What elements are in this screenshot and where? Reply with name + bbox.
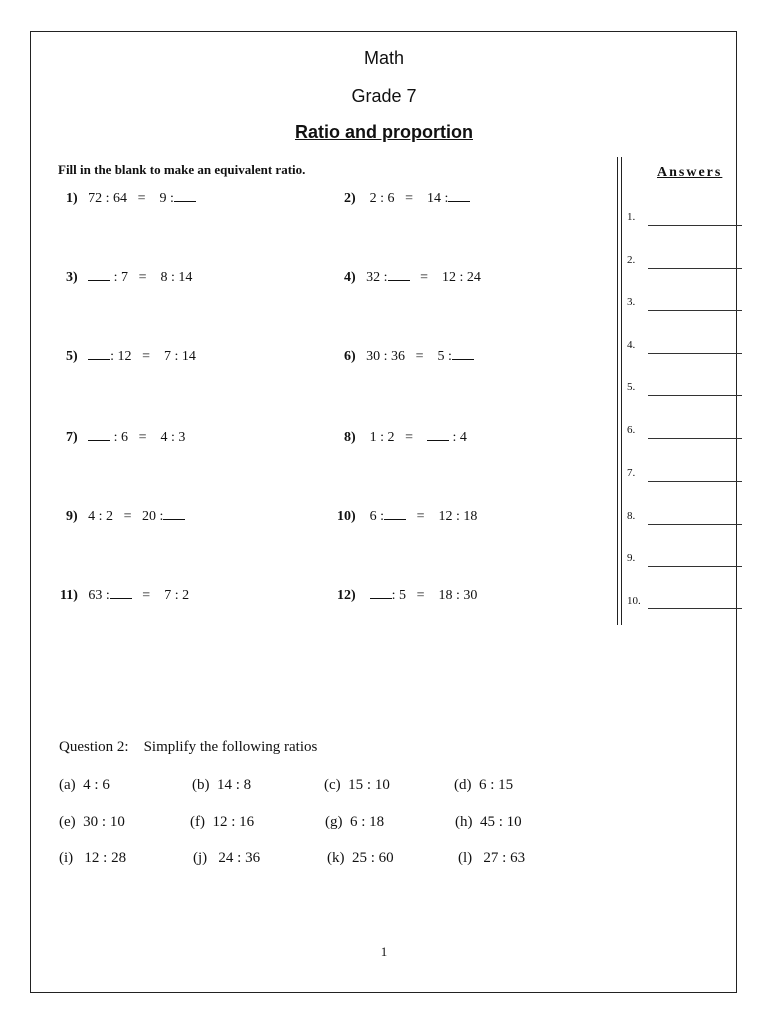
question-2-title: Question 2: Simplify the following ratios [59, 739, 318, 755]
answer-label: 9. [627, 552, 636, 564]
answer-line[interactable] [648, 438, 742, 439]
ratio-item: (d) 6 : 15 [454, 777, 514, 793]
answer-label: 10. [627, 595, 641, 607]
answer-line[interactable] [648, 353, 742, 354]
answers-divider-line [617, 157, 618, 625]
answer-line[interactable] [648, 268, 742, 269]
ratio-item: (i) 12 : 28 [59, 850, 127, 866]
problem-4: 4) 32 : = 12 : 24 [344, 270, 481, 285]
answer-label: 4. [627, 339, 636, 351]
problem-5: 5) : 12 = 7 : 14 [66, 349, 196, 364]
ratio-item: (h) 45 : 10 [455, 814, 522, 830]
ratio-item: (c) 15 : 10 [324, 777, 390, 793]
ratio-item: (b) 14 : 8 [192, 777, 252, 793]
problem-8: 8) 1 : 2 = : 4 [344, 430, 467, 445]
answer-label: 2. [627, 254, 636, 266]
answer-blank[interactable] [452, 347, 474, 360]
answer-line[interactable] [648, 395, 742, 396]
problem-6: 6) 30 : 36 = 5 : [344, 347, 474, 365]
answer-blank[interactable] [163, 507, 185, 520]
answer-line[interactable] [648, 225, 742, 226]
answer-label: 8. [627, 510, 636, 522]
ratio-item: (k) 25 : 60 [327, 850, 394, 866]
answer-line[interactable] [648, 608, 742, 609]
problem-1: 1) 72 : 64 = 9 : [66, 189, 196, 207]
problem-11: 11) 63 : = 7 : 2 [60, 588, 190, 603]
answer-blank[interactable] [88, 268, 110, 281]
page-number: 1 [380, 944, 388, 959]
answer-line[interactable] [648, 310, 742, 311]
problem-9: 9) 4 : 2 = 20 : [66, 507, 185, 525]
answer-blank[interactable] [388, 268, 410, 281]
answers-heading: Answers [657, 165, 723, 180]
problem-7: 7) : 6 = 4 : 3 [66, 430, 186, 445]
ratio-item: (a) 4 : 6 [59, 777, 110, 793]
topic-title: Ratio and proportion [295, 122, 473, 142]
answer-blank[interactable] [88, 428, 110, 441]
answers-divider-line [621, 157, 622, 625]
answer-label: 5. [627, 381, 636, 393]
ratio-item: (f) 12 : 16 [190, 814, 255, 830]
problem-2: 2) 2 : 6 = 14 : [344, 189, 470, 207]
answer-line[interactable] [648, 481, 742, 482]
answer-label: 1. [627, 211, 636, 223]
problem-10: 10) 6 : = 12 : 18 [337, 509, 478, 524]
answer-blank[interactable] [370, 586, 392, 599]
ratio-item: (g) 6 : 18 [325, 814, 385, 830]
answer-blank[interactable] [174, 189, 196, 202]
answer-blank[interactable] [448, 189, 470, 202]
ratio-item: (l) 27 : 63 [458, 850, 526, 866]
subject-title: Math [363, 48, 405, 68]
answer-blank[interactable] [427, 428, 449, 441]
answer-label: 3. [627, 296, 636, 308]
answer-label: 7. [627, 467, 636, 479]
problem-3: 3) : 7 = 8 : 14 [66, 270, 193, 285]
answer-line[interactable] [648, 566, 742, 567]
grade-title: Grade 7 [351, 86, 417, 106]
answer-blank[interactable] [110, 586, 132, 599]
instruction: Fill in the blank to make an equivalent ratio. [58, 162, 306, 177]
answer-blank[interactable] [88, 347, 110, 360]
ratio-item: (j) 24 : 36 [193, 850, 261, 866]
answer-line[interactable] [648, 524, 742, 525]
answer-label: 6. [627, 424, 636, 436]
problem-12: 12) : 5 = 18 : 30 [337, 588, 478, 603]
ratio-item: (e) 30 : 10 [59, 814, 125, 830]
answer-blank[interactable] [384, 507, 406, 520]
